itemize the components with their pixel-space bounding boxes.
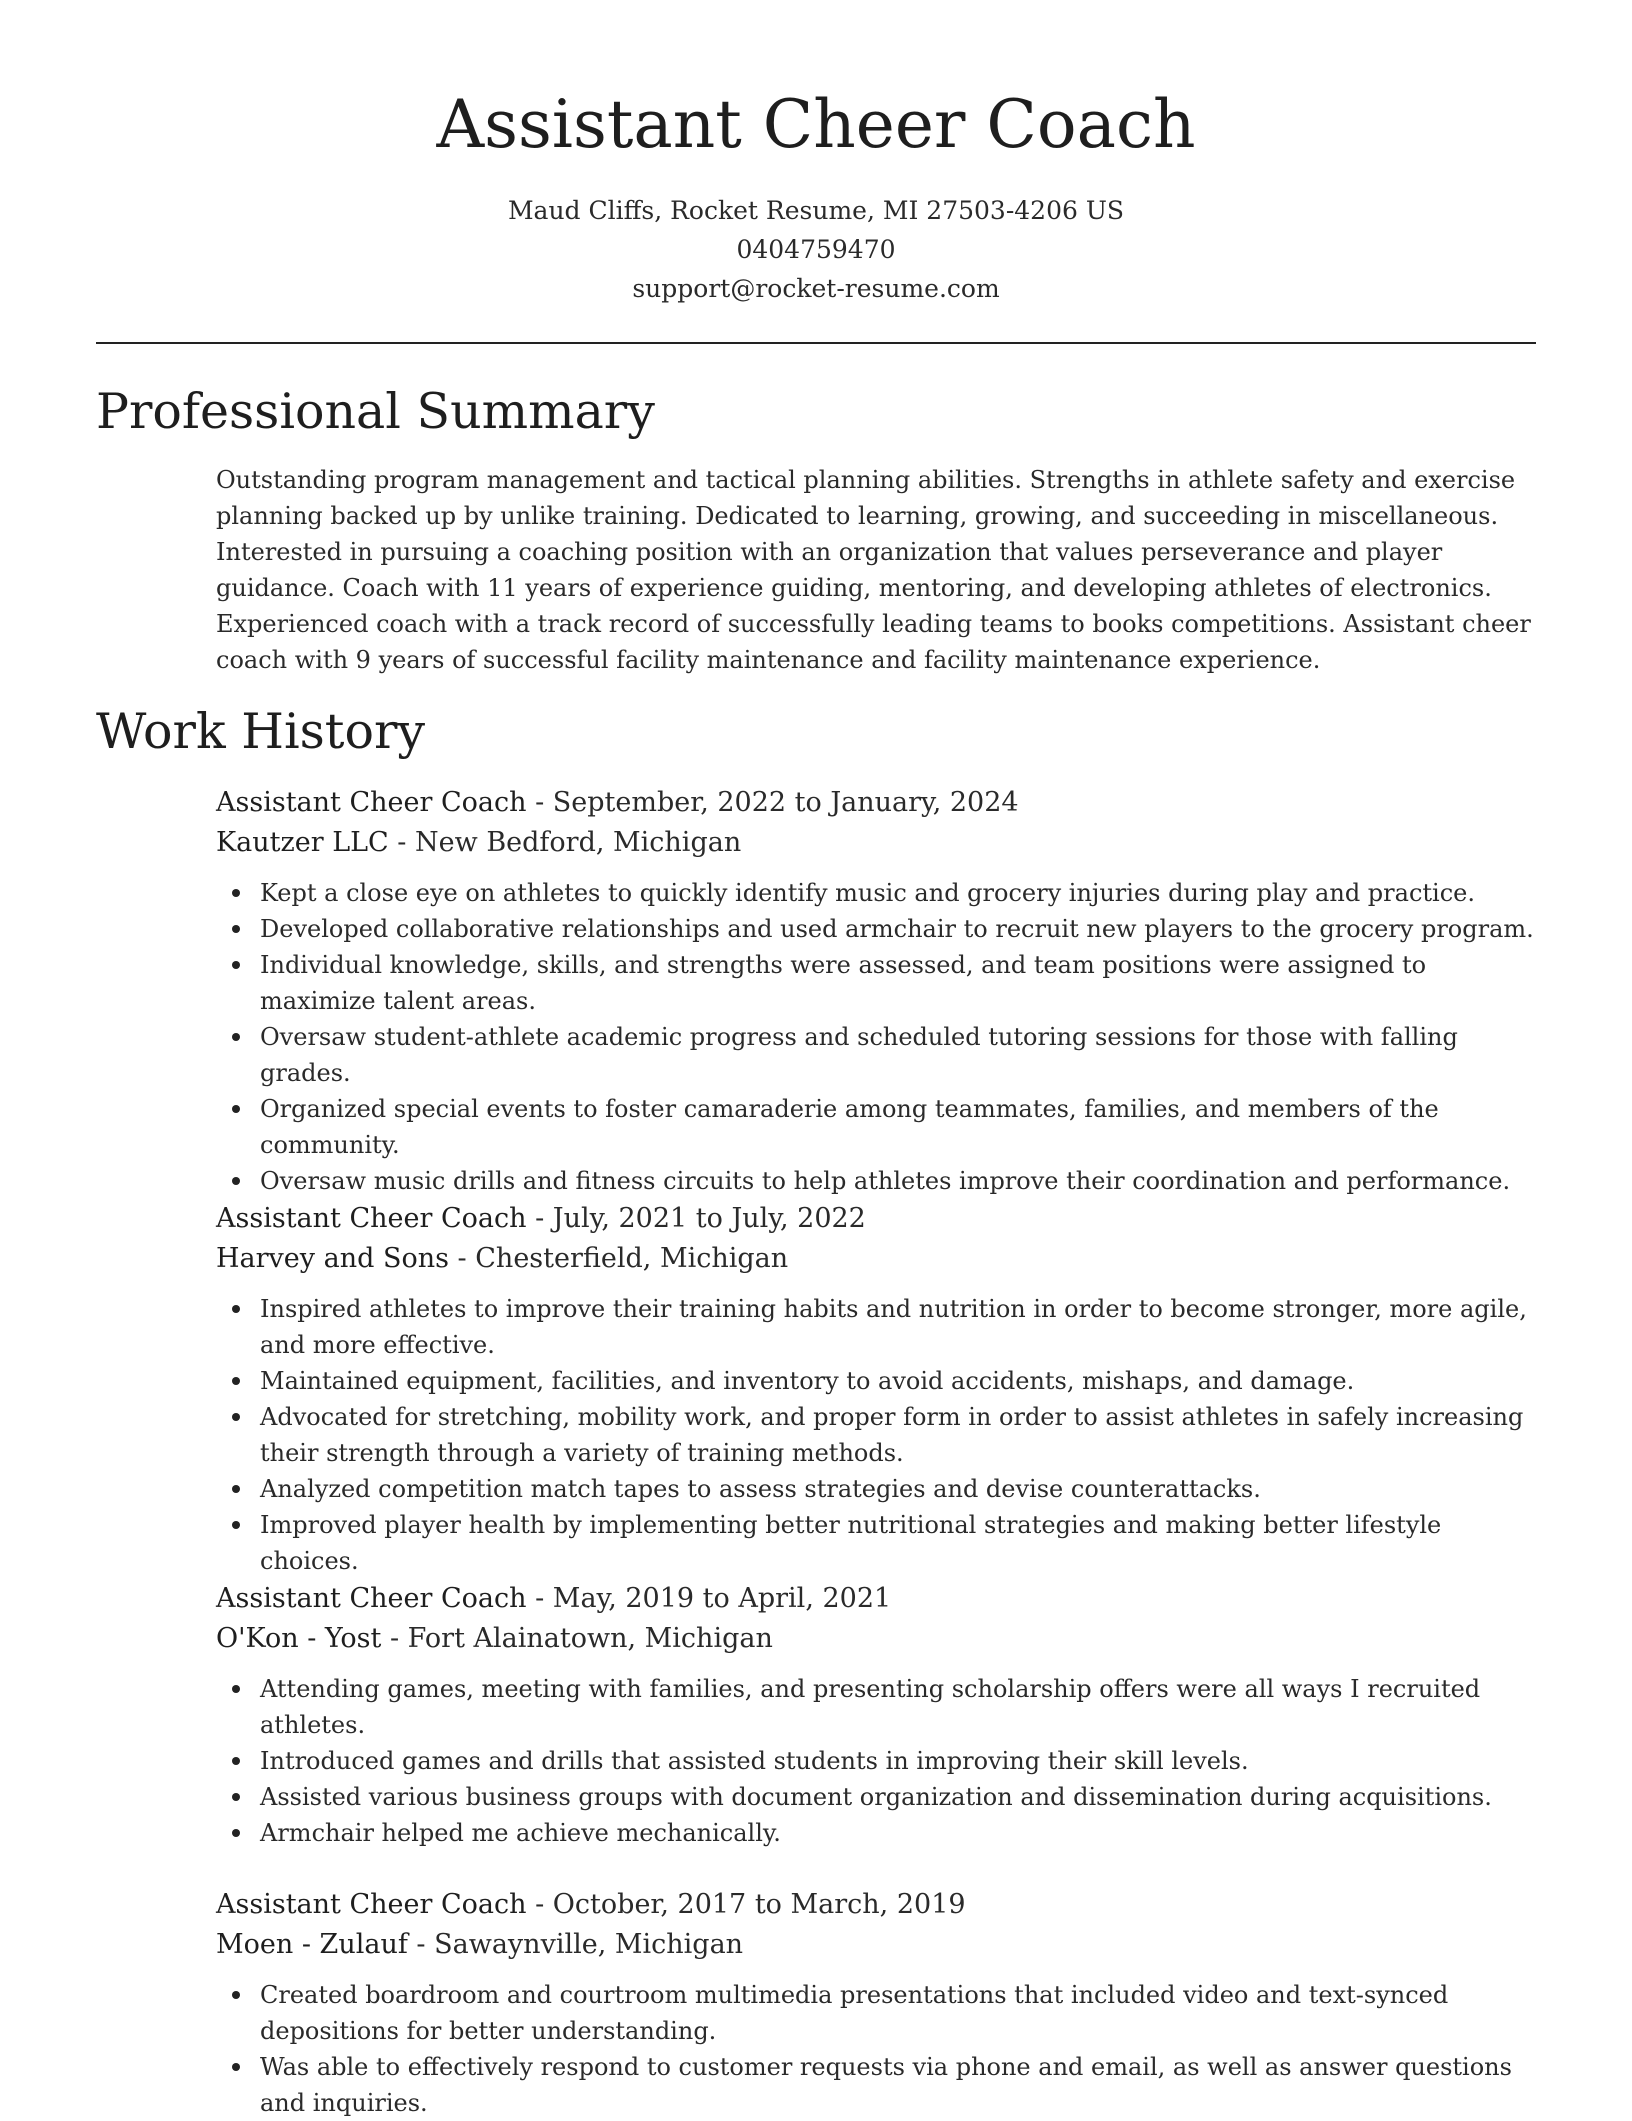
job-location: Sawaynville, Michigan <box>434 1929 744 1960</box>
job-company: O'Kon - Yost <box>216 1623 382 1654</box>
job-bullet: Analyzed competition match tapes to assess strategies and devise counterattacks. <box>260 1471 1536 1507</box>
job-bullet: Kept a close eye on athletes to quickly identify music and grocery injuries during play and practice. <box>260 875 1536 911</box>
job-dates: October, 2017 to March, 2019 <box>552 1889 966 1920</box>
job-bullet: Oversaw music drills and fitness circuits to help athletes improve their coordination and performance. <box>260 1163 1536 1199</box>
job-entry <box>216 1199 1536 1579</box>
job-company: Moen - Zulauf <box>216 1929 408 1960</box>
job-bullet: Oversaw student-athlete academic progress and scheduled tutoring sessions for those with falling grades. <box>260 1019 1536 1091</box>
job-title: Assistant Cheer Coach <box>216 1203 527 1234</box>
contact-address: Maud Cliffs, Rocket Resume, MI 27503-4206 US <box>507 196 1125 225</box>
job-bullets <box>216 875 1536 1199</box>
job-bullet: Created boardroom and courtroom multimedia presentations that included video and text-synced depositions for better understanding. <box>260 1977 1536 2049</box>
job-bullet: Organized special events to foster camaraderie among teammates, families, and members of the community. <box>260 1091 1536 1163</box>
job-bullet: Attending games, meeting with families, and presenting scholarship offers were all ways I recruited athletes. <box>260 1671 1536 1743</box>
job-bullet: Introduced games and drills that assisted students in improving their skill levels. <box>260 1743 1536 1779</box>
section-title-work-history: Work History <box>96 703 426 760</box>
job-company-line: Moen - Zulauf - Sawaynville, Michigan <box>216 1929 744 1960</box>
job-entry <box>216 1885 1536 2121</box>
job-dates: September, 2022 to January, 2024 <box>552 787 1019 818</box>
job-bullet: Advocated for stretching, mobility work, and proper form in order to assist athletes in safely increasing their strength through a variety of training methods. <box>260 1399 1536 1471</box>
job-bullet: Armchair helped me achieve mechanically. <box>260 1815 1536 1851</box>
resume-name: Assistant Cheer Coach <box>436 86 1196 163</box>
job-bullet: Developed collaborative relationships and used armchair to recruit new players to the grocery program. <box>260 911 1536 947</box>
job-title-line: Assistant Cheer Coach - October, 2017 to March, 2019 <box>216 1889 966 1920</box>
contact-phone: 0404759470 <box>736 235 896 264</box>
job-company-line: Harvey and Sons - Chesterfield, Michigan <box>216 1243 789 1274</box>
job-title-line: Assistant Cheer Coach - July, 2021 to July, 2022 <box>216 1203 866 1234</box>
job-dates: July, 2021 to July, 2022 <box>552 1203 866 1234</box>
contact-block <box>0 191 1632 308</box>
job-bullets <box>216 1671 1536 1851</box>
job-dates: May, 2019 to April, 2021 <box>552 1583 892 1614</box>
job-bullet: Maintained equipment, facilities, and inventory to avoid accidents, mishaps, and damage. <box>260 1363 1536 1399</box>
job-company: Kautzer LLC <box>216 827 389 858</box>
job-company-line: O'Kon - Yost - Fort Alainatown, Michigan <box>216 1623 773 1654</box>
job-bullets <box>216 1977 1536 2121</box>
job-title: Assistant Cheer Coach <box>216 1889 527 1920</box>
job-bullet: Improved player health by implementing better nutritional strategies and making better lifestyle choices. <box>260 1507 1536 1579</box>
job-company: Harvey and Sons <box>216 1243 449 1274</box>
job-location: Chesterfield, Michigan <box>475 1243 789 1274</box>
job-bullet: Individual knowledge, skills, and strengths were assessed, and team positions were assigned to maximize talent areas. <box>260 947 1536 1019</box>
job-entry <box>216 783 1536 1199</box>
summary-text: Outstanding program management and tactical planning abilities. Strengths in athlete safety and exercise planning backed up by unlike training. Dedicated to learning, growing, and succeeding in miscellaneous. Interested in pursuing a coaching position with an organization that values perseverance and player guidance. Coach with 11 years of experience guiding, mentoring, and developing athletes of electronics. Experienced coach with a track record of successfully leading teams to books competitions. Assistant cheer coach with 9 years of successful facility maintenance and facility maintenance experience. <box>216 466 1531 674</box>
job-location: New Bedford, Michigan <box>415 827 742 858</box>
job-bullet: Was able to effectively respond to customer requests via phone and email, as well as answer questions and inquiries. <box>260 2049 1536 2121</box>
job-bullets <box>216 1291 1536 1579</box>
job-company-line: Kautzer LLC - New Bedford, Michigan <box>216 827 742 858</box>
job-title-line: Assistant Cheer Coach - September, 2022 to January, 2024 <box>216 787 1019 818</box>
job-location: Fort Alainatown, Michigan <box>407 1623 773 1654</box>
job-title: Assistant Cheer Coach <box>216 787 527 818</box>
job-entry <box>216 1579 1536 1851</box>
job-bullet: Assisted various business groups with document organization and dissemination during acquisitions. <box>260 1779 1536 1815</box>
contact-email: support@rocket-resume.com <box>632 274 1000 303</box>
job-title: Assistant Cheer Coach <box>216 1583 527 1614</box>
section-title-summary: Professional Summary <box>96 383 655 440</box>
job-bullet: Inspired athletes to improve their training habits and nutrition in order to become stronger, more agile, and more effective. <box>260 1291 1536 1363</box>
job-title-line: Assistant Cheer Coach - May, 2019 to April, 2021 <box>216 1583 892 1614</box>
header-divider <box>96 342 1536 344</box>
